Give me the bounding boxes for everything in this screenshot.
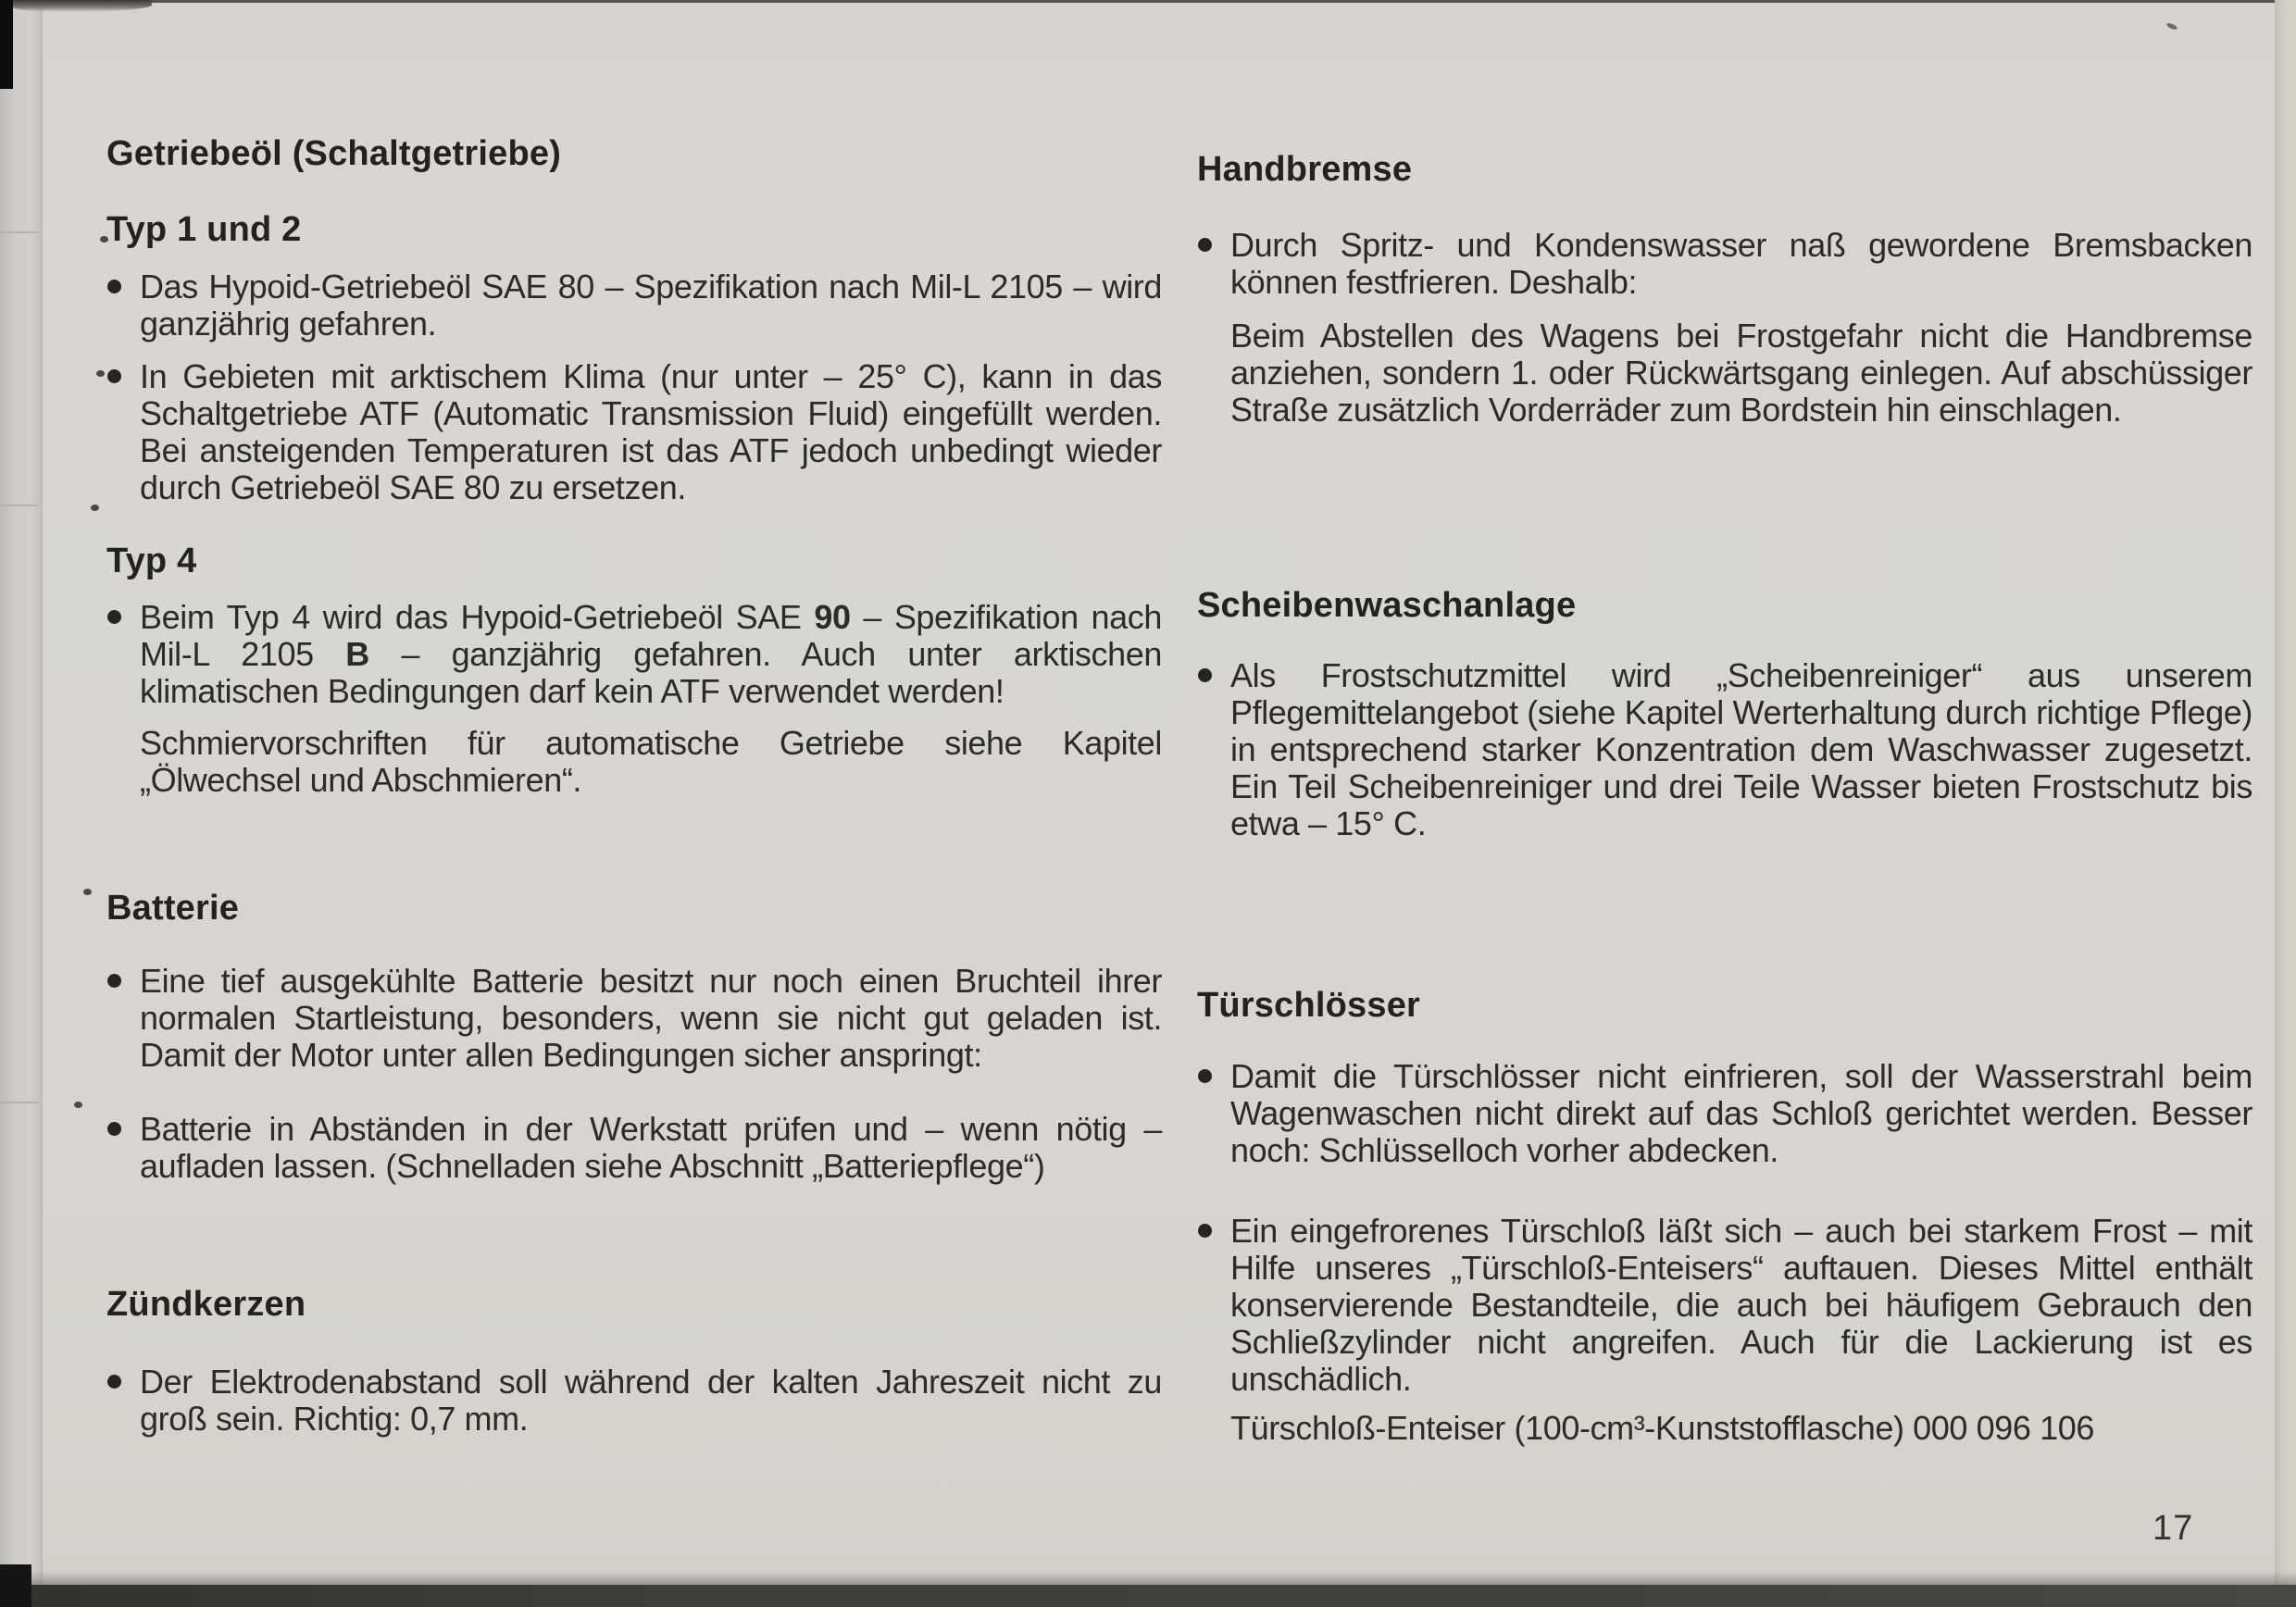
paragraph: [1197, 1410, 2252, 1447]
item-text: Das Hypoid-Getriebeöl SAE 80 – Spezifikation nach Mil-L 2105 – wird ganzjährig gefahren.: [140, 268, 1162, 343]
item-text: Als Frostschutzmittel wird „Scheibenreiniger“ aus unserem Pflegemittelangebot (siehe Kapitel Werterhaltung durch richtige Pflege) in entsprechend starker Konzentration dem Waschwasser zugesetzt. Ein Teil Scheibenreiniger und drei Teile Wasser bieten Frostschutz bis etwa – 15° C.: [1230, 656, 2252, 842]
item-text: Der Elektrodenabstand soll während der kalten Jahreszeit nicht zu groß sein. Richtig: 0,7 mm.: [140, 1363, 1162, 1438]
item-text: Beim Abstellen des Wagens bei Frostgefahr nicht die Handbremse anziehen, sondern 1. oder Rückwärtsgang einlegen. Auf abschüssiger Straße zusätzlich Vorderräder zum Bordstein hin einschlagen.: [1230, 317, 2252, 429]
book-binding-edge: [0, 0, 43, 1585]
page-number: 17: [2152, 1509, 2194, 1548]
page-curl-shadow: [13, 0, 152, 12]
scan-artifact-mark: [2166, 22, 2178, 31]
column-left: [106, 130, 1162, 1438]
bullet-dot-icon: [1198, 1224, 1212, 1238]
paragraph: [1197, 318, 2252, 429]
item-text: Eine tief ausgekühlte Batterie besitzt nur noch einen Bruchteil ihrer normalen Startleistung, besonders, wenn sie nicht gut geladen ist. Damit der Motor unter allen Bedingungen sicher anspringt:: [140, 962, 1162, 1074]
section-heading-getriebeoel-schaltgetriebe: Getriebeöl (Schaltgetriebe): [106, 134, 562, 173]
bullet-dot-icon: [1198, 1069, 1212, 1083]
section-heading-typ-1-und-2: Typ 1 und 2: [106, 210, 302, 249]
binding-speck: [83, 889, 92, 895]
binding-crease: [0, 1102, 39, 1103]
bullet-item: [1197, 1213, 2252, 1398]
bullet-dot-icon: [107, 1122, 121, 1136]
plain-text: – Spezifikation nach Mil-L 2105: [140, 598, 1163, 673]
binding-speck: [74, 1102, 82, 1108]
item-text: In Gebieten mit arktischem Klima (nur unter – 25° C), kann in das Schaltgetriebe ATF (Automatic Transmission Fluid) eingefüllt werden. Bei ansteigenden Temperaturen ist das ATF jedoch unbedingt wieder durch Getriebeöl SAE 80 zu ersetzen.: [140, 357, 1162, 506]
item-text: Damit die Türschlösser nicht einfrieren, soll der Wasserstrahl beim Wagenwaschen nicht direkt auf das Schloß gerichtet werden. Besser noch: Schlüsselloch vorher abdecken.: [1230, 1057, 2252, 1169]
section-heading-handbremse: Handbremse: [1197, 150, 1413, 189]
binding-crease: [0, 231, 39, 233]
bullet-item: [106, 358, 1162, 506]
scan-corner-shadow-bottom: [0, 1564, 31, 1607]
bullet-item: [1197, 1058, 2252, 1169]
plain-text: – ganzjährig gefahren. Auch unter arktischen klimatischen Bedingungen darf kein ATF verwendet werden!: [140, 635, 1162, 710]
page-bottom-shadow: [0, 1572, 2296, 1585]
bullet-item: [1197, 657, 2252, 842]
scan-bottom-band: [0, 1585, 2296, 1607]
item-text: Schmiervorschriften für automatische Getriebe siehe Kapitel „Ölwechsel und Abschmieren“.: [140, 724, 1162, 799]
bullet-dot-icon: [1198, 238, 1212, 252]
binding-speck: [91, 505, 99, 511]
section-heading-zuendkerzen: Zündkerzen: [106, 1285, 306, 1324]
item-text: [140, 598, 1162, 710]
plain-text: Beim Typ 4 wird das Hypoid-Getriebeöl SAE: [140, 598, 815, 636]
bullet-item: [106, 963, 1162, 1074]
item-text: Batterie in Abständen in der Werkstatt prüfen und – wenn nötig – aufladen lassen. (Schnelladen siehe Abschnitt „Batteriepflege“): [140, 1110, 1162, 1185]
paragraph: [106, 725, 1162, 799]
bullet-dot-icon: [1198, 668, 1212, 682]
section-heading-batterie: Batterie: [106, 889, 240, 928]
bold-text: B: [345, 635, 369, 673]
section-heading-typ-4: Typ 4: [106, 542, 197, 580]
bold-text: 90: [814, 598, 851, 636]
item-text: Ein eingefrorenes Türschloß läßt sich – auch bei starkem Frost – mit Hilfe unseres „Türschloß-Enteisers“ auftauen. Dieses Mittel enthält konservierende Bestandteile, die auch bei häufigem Gebrauch den Schließzylinder nicht angreifen. Auch für die Lackierung ist es unschädlich.: [1230, 1212, 2252, 1398]
page-right-edge: [2275, 0, 2296, 1585]
bullet-item: [1197, 227, 2252, 301]
item-text: Türschloß-Enteiser (100-cm³-Kunststofflasche) 000 096 106: [1230, 1409, 2094, 1447]
scan-corner-shadow: [0, 0, 13, 89]
bullet-item: [106, 1111, 1162, 1185]
bullet-dot-icon: [107, 1375, 121, 1389]
binding-crease: [0, 505, 39, 506]
section-heading-scheibenwaschanlage: Scheibenwaschanlage: [1197, 586, 1577, 625]
binding-speck: [96, 370, 105, 377]
bullet-dot-icon: [107, 610, 121, 624]
item-text: Durch Spritz- und Kondenswasser naß gewordene Bremsbacken können festfrieren. Deshalb:: [1230, 226, 2252, 301]
bullet-item: [106, 1364, 1162, 1438]
bullet-dot-icon: [107, 369, 121, 383]
bullet-item: [106, 599, 1162, 710]
bullet-dot-icon: [107, 974, 121, 988]
bullet-item: [106, 268, 1162, 343]
column-right: [1197, 130, 2252, 1447]
section-heading-tuerschloesser: Türschlösser: [1197, 986, 1421, 1025]
bullet-dot-icon: [107, 280, 121, 293]
